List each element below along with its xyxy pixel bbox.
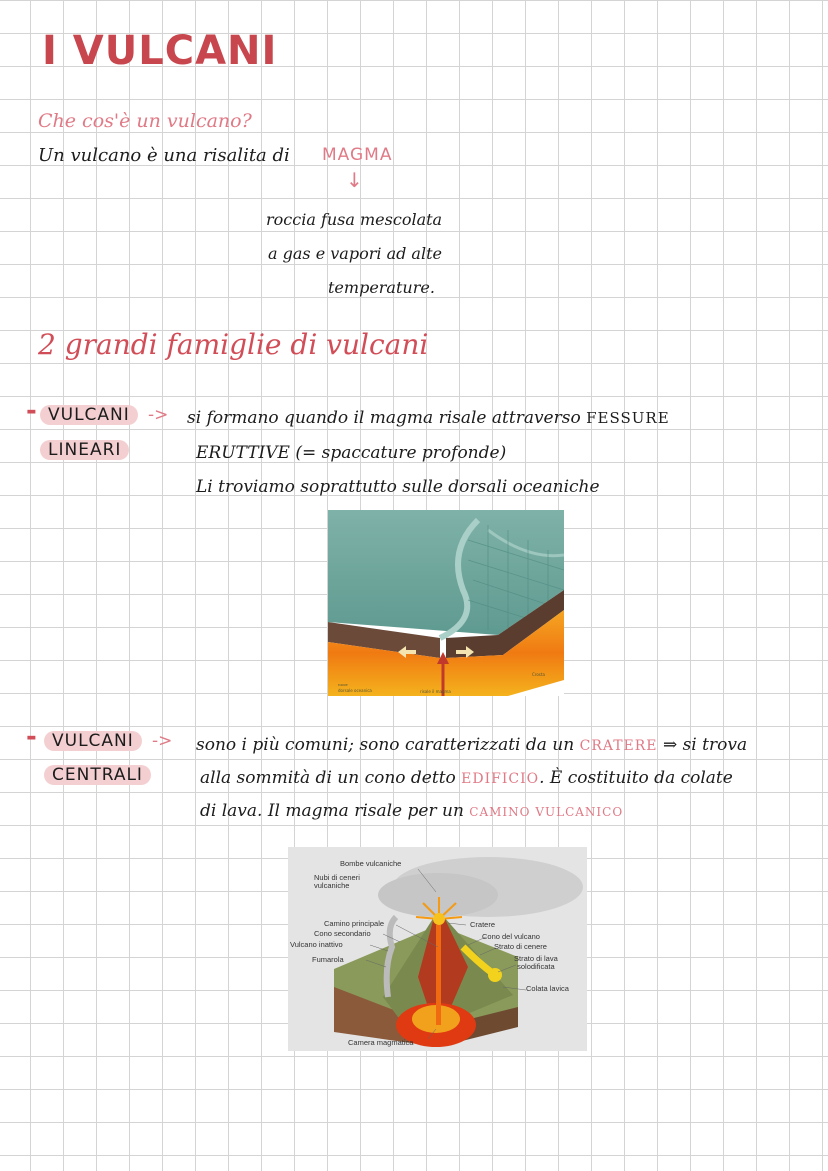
magma-keyword: MAGMA bbox=[322, 145, 393, 165]
families-heading: 2 grandi famiglie di vulcani bbox=[38, 328, 429, 361]
label-cenere: Strato di cenere bbox=[494, 942, 547, 951]
arrow-right-icon: -> bbox=[152, 731, 173, 751]
image-caption: dorsale oceanica bbox=[338, 688, 372, 693]
label-colata: Colata lavica bbox=[526, 984, 569, 993]
label-cratere: Cratere bbox=[470, 920, 496, 929]
image-caption: rocce bbox=[338, 682, 348, 687]
oceanic-ridge-illustration bbox=[328, 510, 564, 696]
image-caption: risale il magma bbox=[420, 689, 451, 694]
central-text-1c: ⇒ si trova bbox=[662, 735, 748, 755]
central-text-2a: alla sommità di un cono detto bbox=[200, 768, 456, 788]
label-bombe: Bombe vulcaniche bbox=[340, 859, 402, 868]
linear-text-2: ERUTTIVE (= spaccature profonde) bbox=[196, 443, 507, 463]
page-title: I VULCANI bbox=[42, 28, 278, 74]
central-text-2c: . È costituito da colate bbox=[539, 768, 733, 788]
magma-note-line: a gas e vapori ad alte bbox=[268, 244, 442, 263]
central-text-1a: sono i più comuni; sono caratterizzati da un bbox=[196, 735, 575, 755]
camino-keyword: CAMINO VULCANICO bbox=[469, 805, 624, 819]
linear-text-3: Li troviamo soprattutto sulle dorsali oceaniche bbox=[196, 477, 600, 497]
central-text-line-1 bbox=[196, 735, 747, 755]
label-nubi: Nubi di ceneri vulcaniche bbox=[314, 873, 360, 890]
magma-note-line: roccia fusa mescolata bbox=[266, 210, 443, 229]
down-arrow-icon: ↓ bbox=[346, 168, 363, 192]
definition-text: Un vulcano è una risalita di bbox=[38, 145, 290, 166]
central-text-3a: di lava. Il magma risale per un bbox=[200, 801, 464, 821]
oceanic-ridge-image bbox=[328, 510, 564, 696]
edificio-keyword: EDIFICIO bbox=[461, 771, 540, 787]
cratere-keyword: CRATERE bbox=[579, 738, 658, 754]
central-text-line-2 bbox=[200, 768, 733, 788]
label-fumarola: Fumarola bbox=[312, 955, 344, 964]
linear-text-1: si formano quando il magma risale attraverso bbox=[187, 408, 581, 428]
label-camino: Camino principale bbox=[324, 919, 385, 928]
magma-note-line: temperature. bbox=[328, 278, 435, 297]
label-cono: Cono del vulcano bbox=[482, 932, 540, 941]
label-vulcano-inattivo: Vulcano inattivo bbox=[290, 940, 343, 949]
central-label-2: CENTRALI bbox=[44, 765, 151, 785]
fessure-keyword: FESSURE bbox=[586, 409, 670, 427]
bullet-dash: - bbox=[26, 722, 37, 752]
arrow-right-icon: -> bbox=[148, 405, 169, 425]
bullet-dash: - bbox=[26, 396, 37, 426]
central-text-line-3 bbox=[200, 801, 623, 821]
image-caption: Crosta bbox=[532, 672, 545, 677]
label-cono-secondario: Cono secondario bbox=[314, 929, 371, 938]
linear-text-line bbox=[187, 408, 670, 428]
label-camera: Camera magmatica bbox=[348, 1038, 414, 1047]
question: Che cos'è un vulcano? bbox=[38, 110, 252, 132]
label-lava: Strato di lava solodificata bbox=[514, 954, 558, 971]
central-label-1: VULCANI bbox=[44, 731, 142, 751]
linear-label-2: LINEARI bbox=[40, 440, 129, 460]
volcano-diagram bbox=[288, 847, 587, 1051]
linear-label-1: VULCANI bbox=[40, 405, 138, 425]
